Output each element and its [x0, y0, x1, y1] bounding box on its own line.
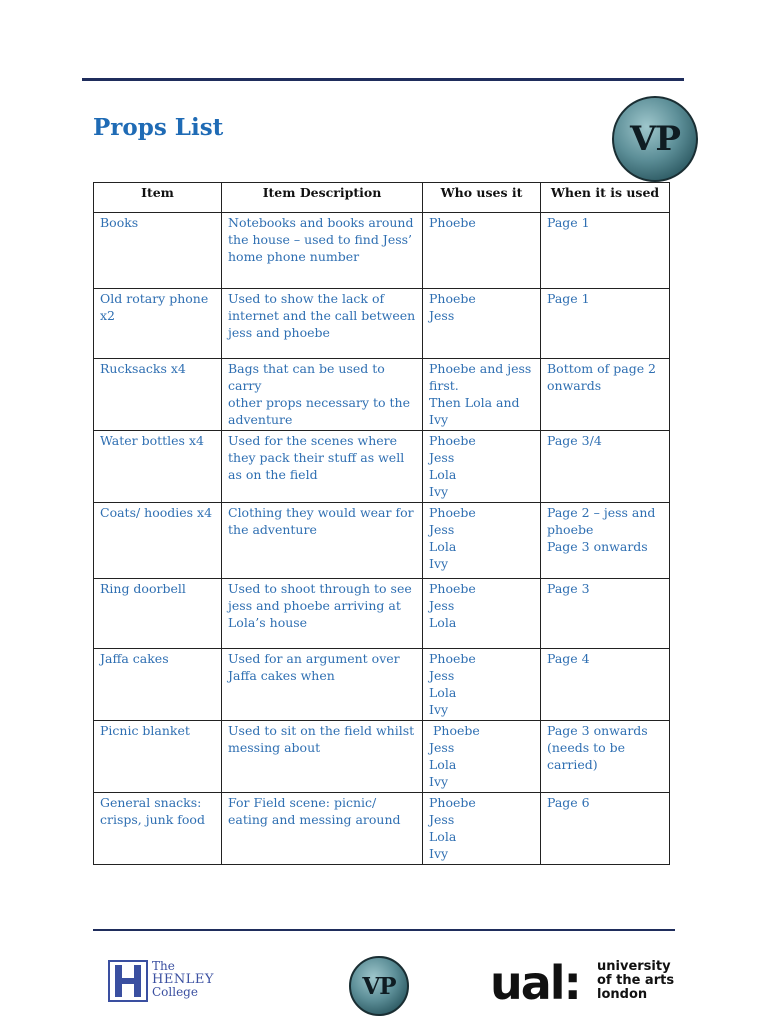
cell-line: Phoebe — [429, 795, 476, 810]
cell-line: Ivy — [429, 484, 449, 499]
table-row — [94, 431, 670, 503]
cell-line: Ring doorbell — [100, 581, 186, 596]
cell-line: jess and phoebe — [228, 325, 330, 340]
cell-line: onwards — [547, 378, 602, 393]
table-row — [94, 721, 670, 793]
cell-line: Used for the scenes where — [228, 433, 398, 448]
footer-rule — [93, 929, 675, 931]
henley-logo-text: The HENLEY College — [152, 959, 214, 999]
cell-when — [541, 431, 670, 503]
cell-line: Bottom of page 2 — [547, 361, 657, 376]
table-row — [94, 289, 670, 359]
cell-item — [94, 503, 222, 579]
cell-item — [94, 359, 222, 431]
table-row — [94, 579, 670, 649]
cell-who — [423, 721, 541, 793]
cell-item — [94, 213, 222, 289]
cell-line: the house – used to find Jess’ — [228, 232, 413, 247]
cell-item — [94, 289, 222, 359]
header-when: When it is used — [541, 183, 670, 213]
vp-footer-logo-text: VP — [362, 972, 396, 1000]
cell-line: For Field scene: picnic/ — [228, 795, 377, 810]
cell-line: Page 3 onwards — [547, 539, 648, 554]
cell-line: messing about — [228, 740, 321, 755]
cell-line: jess and phoebe arriving at — [228, 598, 401, 613]
cell-line: Page 2 – jess and — [547, 505, 656, 520]
cell-line: carried) — [547, 757, 598, 772]
ual-logo — [490, 958, 680, 1008]
cell-when — [541, 649, 670, 721]
cell-line: Page 3 — [547, 581, 590, 596]
cell-line: Water bottles x4 — [100, 433, 204, 448]
cell-line: crisps, junk food — [100, 812, 205, 827]
table-header-row — [94, 183, 670, 213]
cell-description — [222, 579, 423, 649]
cell-item — [94, 579, 222, 649]
cell-line: Page 4 — [547, 651, 590, 666]
cell-line: Jess — [429, 812, 455, 827]
header-description: Item Description — [222, 183, 423, 213]
cell-line: Phoebe — [429, 215, 476, 230]
cell-line: eating and messing around — [228, 812, 401, 827]
vp-logo — [612, 96, 698, 182]
cell-line: Lola — [429, 539, 457, 554]
cell-when — [541, 579, 670, 649]
cell-line: Page 3/4 — [547, 433, 602, 448]
cell-line: as on the field — [228, 467, 318, 482]
vp-footer-logo — [349, 956, 409, 1016]
cell-line: Used for an argument over — [228, 651, 400, 666]
cell-line: Phoebe — [429, 505, 476, 520]
cell-who — [423, 793, 541, 865]
cell-description — [222, 793, 423, 865]
cell-description — [222, 213, 423, 289]
cell-who — [423, 213, 541, 289]
cell-line: Ivy — [429, 556, 449, 571]
cell-who — [423, 359, 541, 431]
cell-line: they pack their stuff as well — [228, 450, 405, 465]
cell-line: Old rotary phone — [100, 291, 209, 306]
cell-when — [541, 289, 670, 359]
cell-item — [94, 793, 222, 865]
cell-line: (needs to be — [547, 740, 626, 755]
header-item: Item — [94, 183, 222, 213]
cell-line: Lola — [429, 467, 457, 482]
ual-mark: ual: — [490, 956, 580, 1010]
cell-line: Notebooks and books around — [228, 215, 414, 230]
henley-crest-icon — [108, 960, 148, 1002]
cell-line: Page 1 — [547, 215, 590, 230]
cell-line: Bags that can be used to carry — [228, 361, 389, 393]
cell-line: Rucksacks x4 — [100, 361, 186, 376]
cell-line: Lola — [429, 829, 457, 844]
cell-item — [94, 649, 222, 721]
cell-line: Ivy — [429, 702, 449, 717]
cell-line: Picnic blanket — [100, 723, 190, 738]
cell-line: Phoebe — [429, 651, 476, 666]
cell-item — [94, 431, 222, 503]
cell-description — [222, 359, 423, 431]
cell-when — [541, 213, 670, 289]
table-row — [94, 649, 670, 721]
cell-line: Ivy — [429, 774, 449, 789]
cell-description — [222, 289, 423, 359]
cell-line: Lola’s house — [228, 615, 308, 630]
cell-line: first. — [429, 378, 459, 393]
cell-description — [222, 431, 423, 503]
cell-line: Used to shoot through to see — [228, 581, 412, 596]
cell-line: internet and the call between — [228, 308, 416, 323]
cell-line: Jaffa cakes when — [228, 668, 335, 683]
table-row — [94, 503, 670, 579]
cell-when — [541, 359, 670, 431]
cell-who — [423, 289, 541, 359]
cell-line: Lola — [429, 685, 457, 700]
cell-line: Used to show the lack of — [228, 291, 385, 306]
cell-line: Phoebe — [429, 581, 476, 596]
header-who: Who uses it — [423, 183, 541, 213]
cell-line: the adventure — [228, 522, 317, 537]
cell-line: Jess — [429, 598, 455, 613]
cell-line: other props necessary to the — [228, 395, 410, 410]
cell-line: Jess — [429, 522, 455, 537]
cell-line: Clothing they would wear for — [228, 505, 414, 520]
cell-line: Phoebe and jess — [429, 361, 532, 376]
props-table — [93, 182, 670, 865]
cell-description — [222, 503, 423, 579]
cell-line: Ivy — [429, 412, 449, 427]
cell-description — [222, 649, 423, 721]
cell-line: Page 1 — [547, 291, 590, 306]
cell-line: Used to sit on the field whilst — [228, 723, 415, 738]
cell-line: Lola — [429, 757, 457, 772]
cell-line: Phoebe — [429, 433, 476, 448]
cell-line: Page 3 onwards — [547, 723, 648, 738]
cell-line: Jess — [429, 668, 455, 683]
cell-line: Page 6 — [547, 795, 590, 810]
cell-who — [423, 503, 541, 579]
page-title: Props List — [93, 114, 224, 141]
cell-line: General snacks: — [100, 795, 202, 810]
table-row — [94, 213, 670, 289]
table-row — [94, 359, 670, 431]
cell-line: Ivy — [429, 846, 449, 861]
henley-college-logo — [108, 959, 214, 1004]
cell-line: x2 — [100, 308, 116, 323]
vp-logo-text: VP — [630, 119, 680, 159]
props-table-body — [94, 213, 670, 865]
cell-who — [423, 649, 541, 721]
cell-line: Books — [100, 215, 139, 230]
cell-when — [541, 793, 670, 865]
cell-when — [541, 721, 670, 793]
header-rule — [82, 78, 684, 81]
cell-line: Jess — [429, 740, 455, 755]
cell-line: Jaffa cakes — [100, 651, 169, 666]
ual-logo-text: university of the arts london — [597, 959, 675, 1002]
cell-description — [222, 721, 423, 793]
cell-line: Lola — [429, 615, 457, 630]
cell-line: Then Lola and — [429, 395, 520, 410]
cell-line: adventure — [228, 412, 293, 427]
cell-line: Jess — [429, 308, 455, 323]
cell-item — [94, 721, 222, 793]
cell-line: Phoebe — [429, 291, 476, 306]
table-row — [94, 793, 670, 865]
cell-line: Phoebe — [429, 723, 480, 738]
cell-who — [423, 579, 541, 649]
cell-line: Coats/ hoodies x4 — [100, 505, 213, 520]
cell-line: phoebe — [547, 522, 594, 537]
cell-line: home phone number — [228, 249, 360, 264]
cell-who — [423, 431, 541, 503]
cell-line: Jess — [429, 450, 455, 465]
cell-when — [541, 503, 670, 579]
